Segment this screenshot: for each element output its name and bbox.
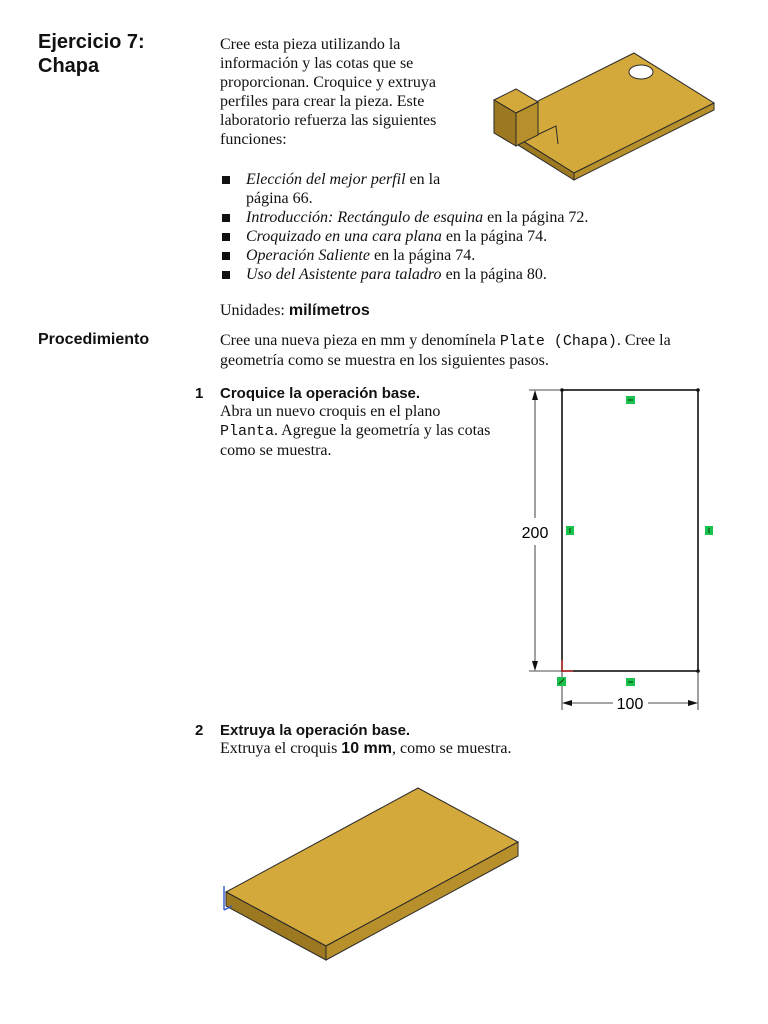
arrow-right-icon bbox=[688, 700, 698, 706]
units-label: Unidades: bbox=[220, 302, 289, 319]
step-text bbox=[220, 739, 700, 758]
step-text-part: , como se muestra. bbox=[392, 740, 512, 757]
units-value: milímetros bbox=[288, 302, 370, 319]
plane-name-code: Planta bbox=[220, 423, 275, 440]
exercise-title bbox=[38, 30, 145, 78]
hole bbox=[629, 65, 653, 79]
bullet-square-icon bbox=[222, 214, 230, 222]
extruded-plate-image bbox=[218, 780, 528, 970]
list-item bbox=[220, 265, 740, 284]
bullet-page: página 66. bbox=[246, 190, 313, 207]
step-line: Abra un nuevo croquis en el plano bbox=[220, 403, 441, 420]
bullet-square-icon bbox=[222, 233, 230, 241]
step-2 bbox=[220, 722, 700, 758]
extrude-depth: 10 mm bbox=[341, 740, 392, 757]
procedure-line bbox=[220, 331, 740, 351]
bullet-page: en la página 74. bbox=[369, 247, 476, 264]
exercise-title-line1: Ejercicio 7: bbox=[38, 31, 145, 53]
list-item bbox=[220, 170, 740, 208]
step-line bbox=[220, 421, 520, 441]
arrow-left-icon bbox=[562, 700, 572, 706]
step-1 bbox=[220, 385, 520, 460]
procedure-line: geometría como se muestra en los siguientes pasos. bbox=[220, 352, 549, 369]
bullet-topic: Operación Saliente bbox=[246, 247, 370, 264]
intro-line: Cree esta pieza utilizando la bbox=[220, 36, 401, 53]
list-item bbox=[220, 227, 740, 246]
arrow-down-icon bbox=[532, 661, 538, 671]
list-item bbox=[220, 246, 740, 265]
procedure-text-part: . Cree la bbox=[616, 332, 671, 349]
step-line: como se muestra. bbox=[220, 442, 332, 459]
step-heading: Extruya la operación base. bbox=[220, 722, 411, 739]
width-dimension: 100 bbox=[616, 696, 644, 713]
part-name-code: Plate (Chapa) bbox=[499, 333, 617, 350]
units-line bbox=[220, 301, 370, 320]
bullet-topic: Introducción: Rectángulo de esquina bbox=[246, 209, 484, 226]
intro-line: proporcionan. Croquice y extruya bbox=[220, 74, 436, 91]
bullet-square-icon bbox=[222, 176, 230, 184]
step-text bbox=[220, 402, 520, 460]
bullet-topic: Elección del mejor perfil bbox=[246, 171, 406, 188]
procedure-heading: Procedimiento bbox=[38, 331, 150, 348]
step-text-part: Extruya el croquis bbox=[220, 740, 342, 757]
list-item bbox=[220, 208, 740, 227]
bullet-page: en la bbox=[405, 171, 441, 188]
bullet-page: en la página 74. bbox=[441, 228, 548, 245]
bullet-square-icon bbox=[222, 271, 230, 279]
intro-paragraph bbox=[220, 35, 480, 149]
bullet-topic: Uso del Asistente para taladro bbox=[246, 266, 442, 283]
step-number: 1 bbox=[195, 385, 204, 402]
finished-part-image bbox=[486, 48, 716, 183]
sketch-drawing bbox=[515, 380, 730, 715]
bullet-page: en la página 72. bbox=[483, 209, 589, 226]
bullet-page: en la página 80. bbox=[441, 266, 547, 283]
bullet-topic: Croquizado en una cara plana bbox=[246, 228, 442, 245]
procedure-text bbox=[220, 331, 740, 370]
exercise-title-line2: Chapa bbox=[38, 55, 100, 77]
intro-line: laboratorio refuerza las siguientes bbox=[220, 112, 437, 129]
intro-line: perfiles para crear la pieza. Este bbox=[220, 93, 425, 110]
height-dimension: 200 bbox=[521, 525, 549, 542]
procedure-text-part: Cree una nueva pieza en mm y denomínela bbox=[220, 332, 500, 349]
function-list bbox=[220, 170, 740, 284]
intro-line: funciones: bbox=[220, 131, 287, 148]
step-text-part: . Agregue la geometría y las cotas bbox=[274, 422, 491, 439]
step-heading: Croquice la operación base. bbox=[220, 385, 421, 402]
sketch-rectangle bbox=[562, 390, 698, 671]
step-number: 2 bbox=[195, 722, 204, 739]
arrow-up-icon bbox=[532, 390, 538, 400]
intro-line: información y las cotas que se bbox=[220, 55, 414, 72]
bullet-square-icon bbox=[222, 252, 230, 260]
